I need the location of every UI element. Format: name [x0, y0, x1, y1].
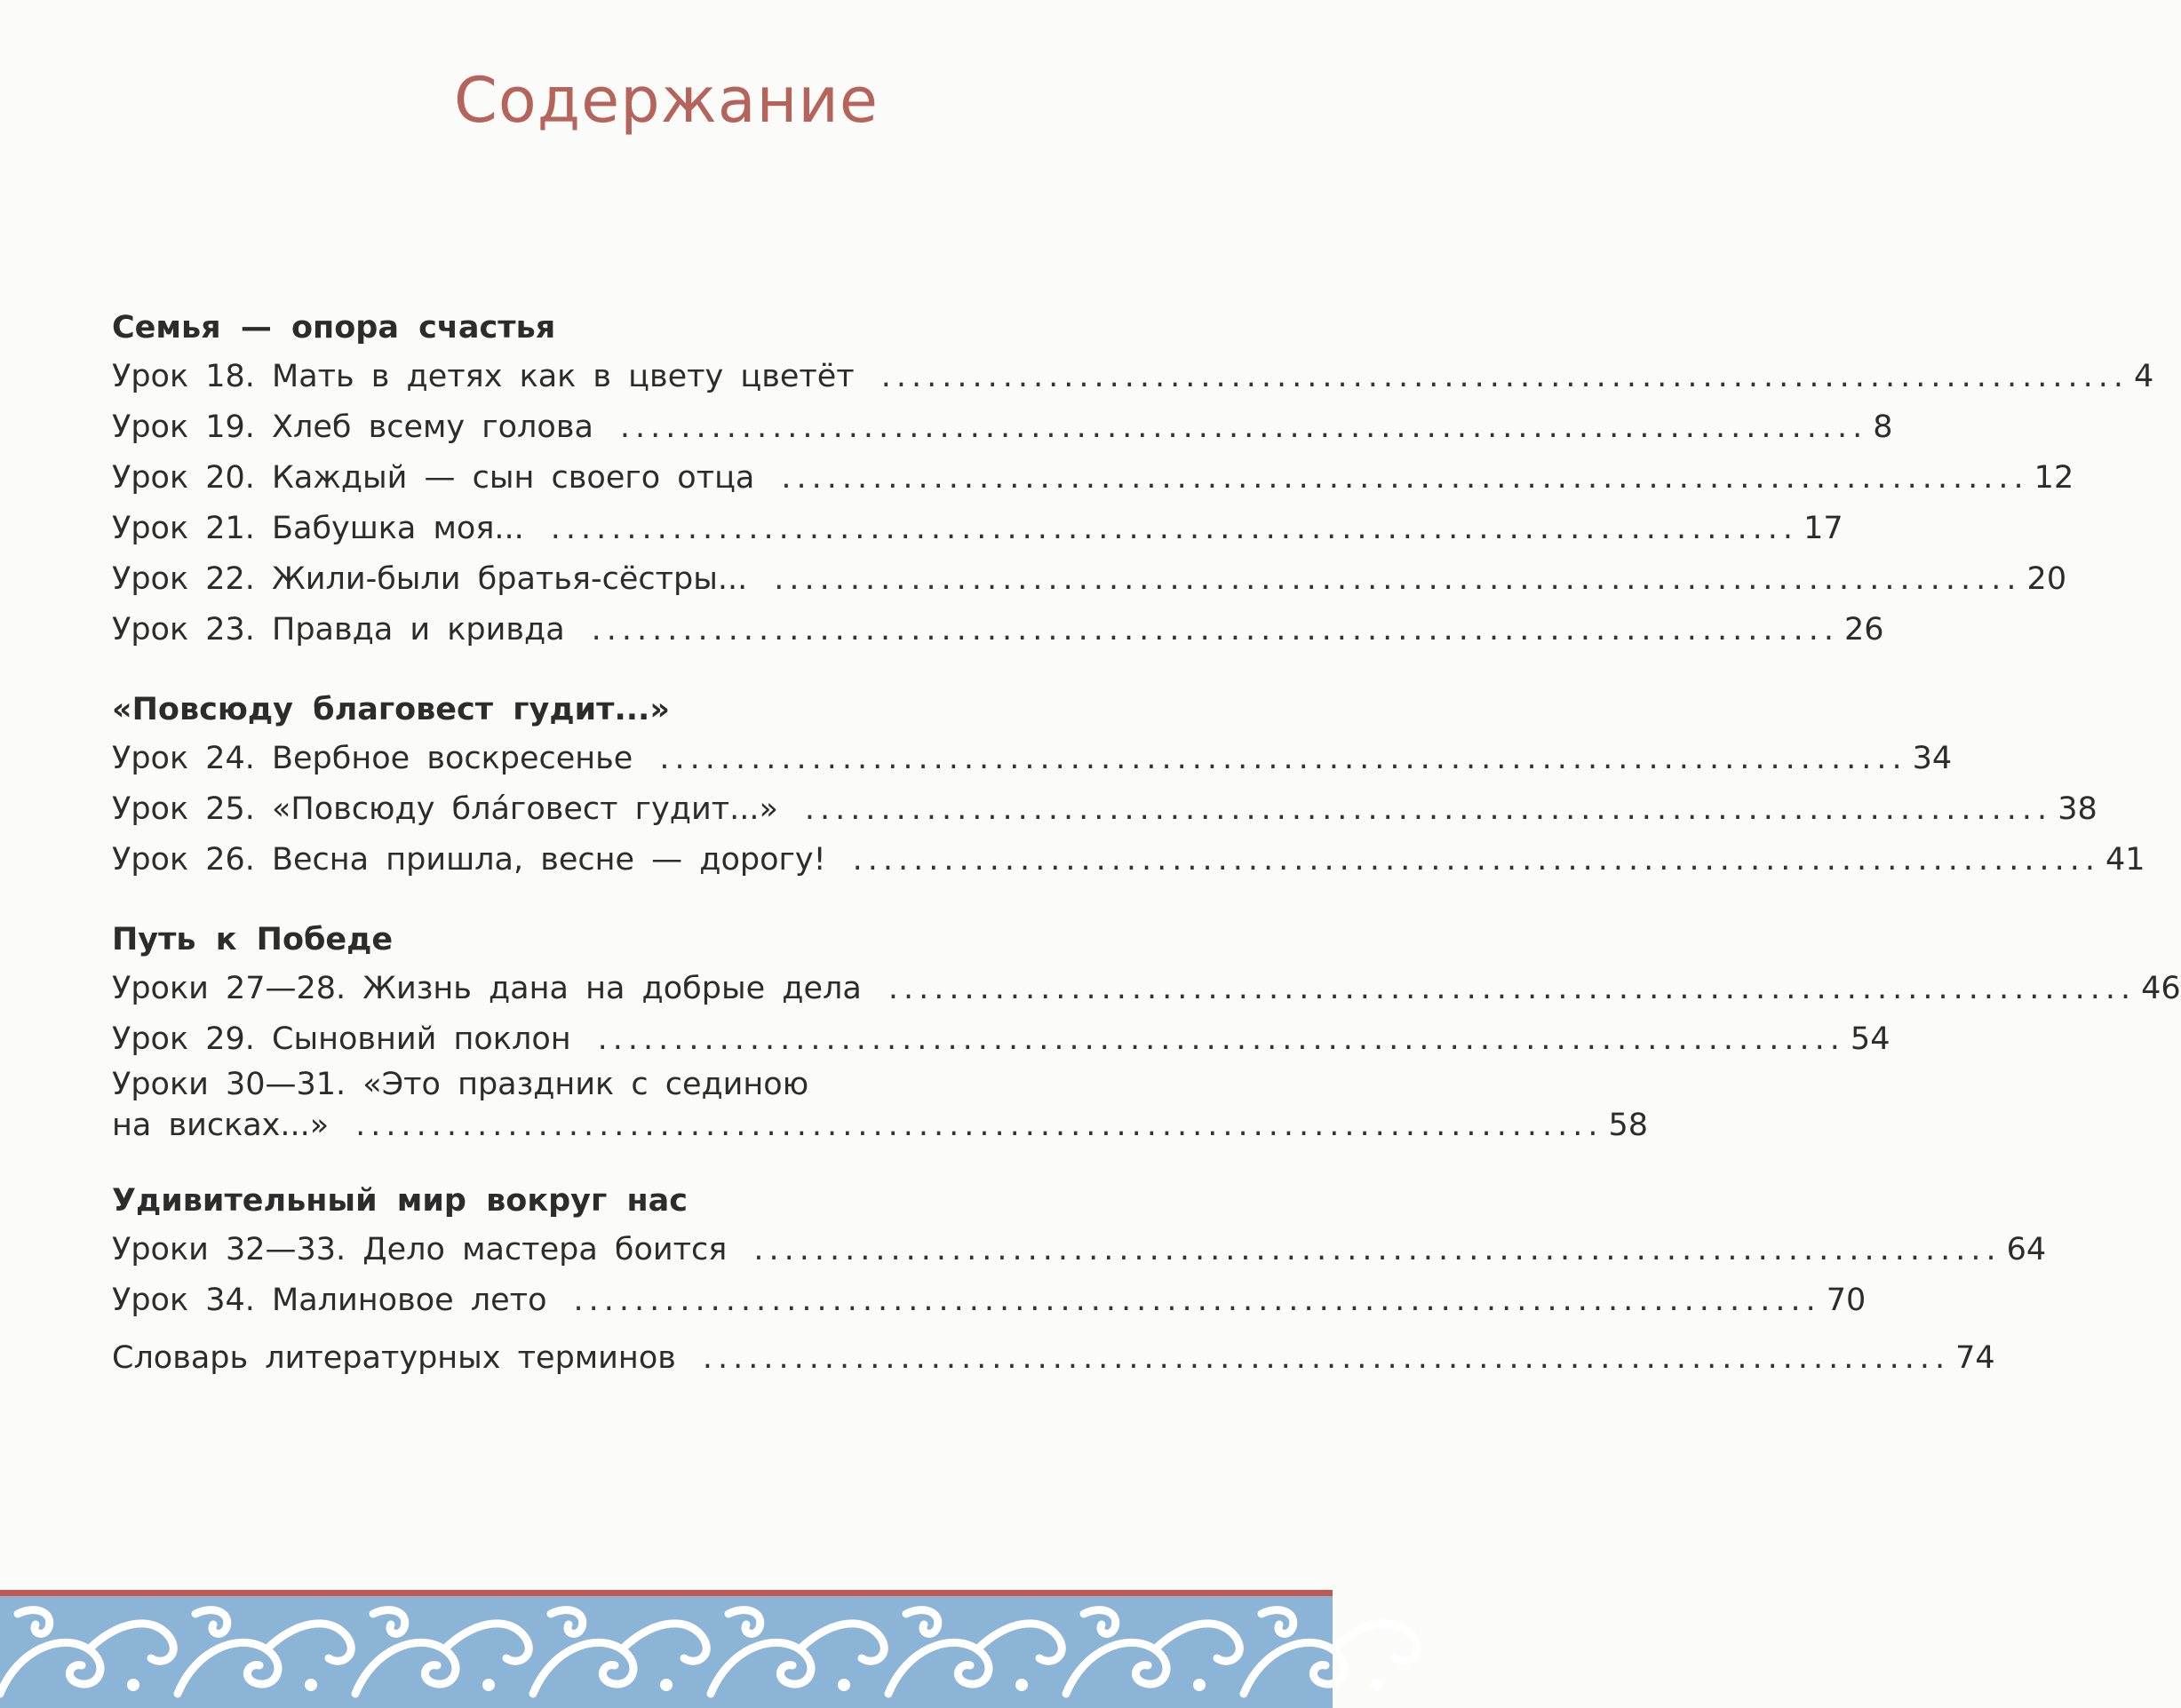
entry-text: Словарь литературных терминов: [112, 1340, 676, 1376]
dot-leader: ..................................................................................: [591, 612, 1839, 647]
section-title: Путь к Победе: [112, 922, 394, 957]
toc-entry: [112, 835, 2145, 886]
dot-leader: ..................................................................................: [550, 511, 1799, 546]
page-number: 70: [1826, 1283, 1867, 1318]
section-title: «Повсюду благовест гудит...»: [112, 692, 670, 727]
page-number: 41: [2105, 842, 2145, 878]
entry-text: Урок 23. Правда и кривда: [112, 612, 565, 647]
toc-entry: [112, 504, 1843, 554]
toc-entry: [112, 453, 2074, 504]
section-title: Семья — опора счастья: [112, 310, 556, 346]
toc-entry: [112, 734, 1953, 784]
toc-entry: [112, 352, 2154, 402]
page-number: 58: [1608, 1108, 1649, 1143]
toc-entry: [112, 1065, 1649, 1147]
dot-leader: ..................................................................................: [753, 1232, 2002, 1267]
toc-entry: [112, 1275, 1867, 1326]
entry-text: Урок 29. Сыновний поклон: [112, 1021, 571, 1057]
page-number: 4: [2133, 359, 2154, 394]
page-number: 26: [1843, 612, 1884, 647]
dot-leader: ..................................................................................: [659, 741, 1907, 776]
page-number: 17: [1803, 511, 1843, 546]
entry-text: Урок 34. Малиновое лето: [112, 1283, 547, 1318]
toc-entry: [112, 554, 2067, 605]
dot-leader: ..................................................................................: [888, 971, 2137, 1006]
entry-text: Урок 19. Хлеб всему голова: [112, 409, 593, 445]
page-number: 38: [2058, 791, 2097, 827]
entry-text: Урок 18. Мать в детях как в цвету цветёт: [112, 359, 855, 394]
page-number: 12: [2034, 460, 2074, 496]
entry-text: Уроки 27—28. Жизнь дана на добрые дела: [112, 971, 862, 1006]
toc-entry: [112, 402, 1893, 453]
section-family: [112, 304, 2154, 655]
entry-text: Урок 24. Вербное воскресенье: [112, 741, 633, 776]
entry-text: Урок 20. Каждый — сын своего отца: [112, 460, 755, 496]
swirl-ornament-icon: [0, 1596, 1333, 1708]
toc-entry: [112, 1014, 1890, 1065]
page-number: 54: [1850, 1021, 1890, 1057]
toc-entry-glossary: [112, 1333, 1995, 1384]
dot-leader: ..................................................................................: [852, 842, 2100, 878]
ornament-band: [0, 1596, 1333, 1708]
dot-leader: ..................................................................................: [774, 561, 2022, 597]
dot-leader: ..................................................................................: [804, 791, 2053, 827]
entry-text: Урок 25. «Повсюду бла́говест гудит...»: [112, 791, 778, 827]
toc-entry: [112, 784, 2097, 835]
section-blagovest: [112, 686, 2145, 886]
toc-entry: [112, 964, 2181, 1014]
section-wonderful-world: [112, 1177, 2047, 1384]
page-title: Содержание: [454, 64, 879, 137]
entry-text-line2: на висках...»: [112, 1108, 330, 1143]
entry-text: Уроки 32—33. Дело мастера боится: [112, 1232, 728, 1267]
entry-text-line1: Уроки 30—31. «Это праздник с сединою: [112, 1067, 809, 1102]
page-number: 74: [1955, 1340, 1995, 1376]
entry-text: Урок 21. Бабушка моя...: [112, 511, 524, 546]
section-title: Удивительный мир вокруг нас: [112, 1183, 688, 1219]
ornament-border-line: [0, 1590, 1333, 1596]
section-victory: [112, 916, 2181, 1147]
entry-line2: [112, 1104, 1649, 1147]
page-number: 20: [2026, 561, 2067, 597]
dot-leader: ..................................................................................: [880, 359, 2129, 394]
dot-leader: ..................................................................................: [781, 460, 2029, 496]
dot-leader: ..................................................................................: [355, 1108, 1604, 1143]
dot-leader: ..................................................................................: [619, 409, 1868, 445]
table-of-contents: [112, 304, 2181, 1414]
page-number: 46: [2141, 971, 2181, 1006]
page-number: 34: [1912, 741, 1953, 776]
dot-leader: ..................................................................................: [597, 1021, 1845, 1057]
dot-leader: ..................................................................................: [573, 1283, 1821, 1318]
toc-entry: [112, 605, 1884, 655]
toc-entry: [112, 1225, 2047, 1275]
entry-text: Урок 26. Весна пришла, весне — дорогу!: [112, 842, 826, 878]
entry-text: Урок 22. Жили-были братья-сёстры...: [112, 561, 748, 597]
page-number: 64: [2006, 1232, 2047, 1267]
page-number: 8: [1873, 409, 1893, 445]
dot-leader: ..................................................................................: [702, 1340, 1951, 1376]
